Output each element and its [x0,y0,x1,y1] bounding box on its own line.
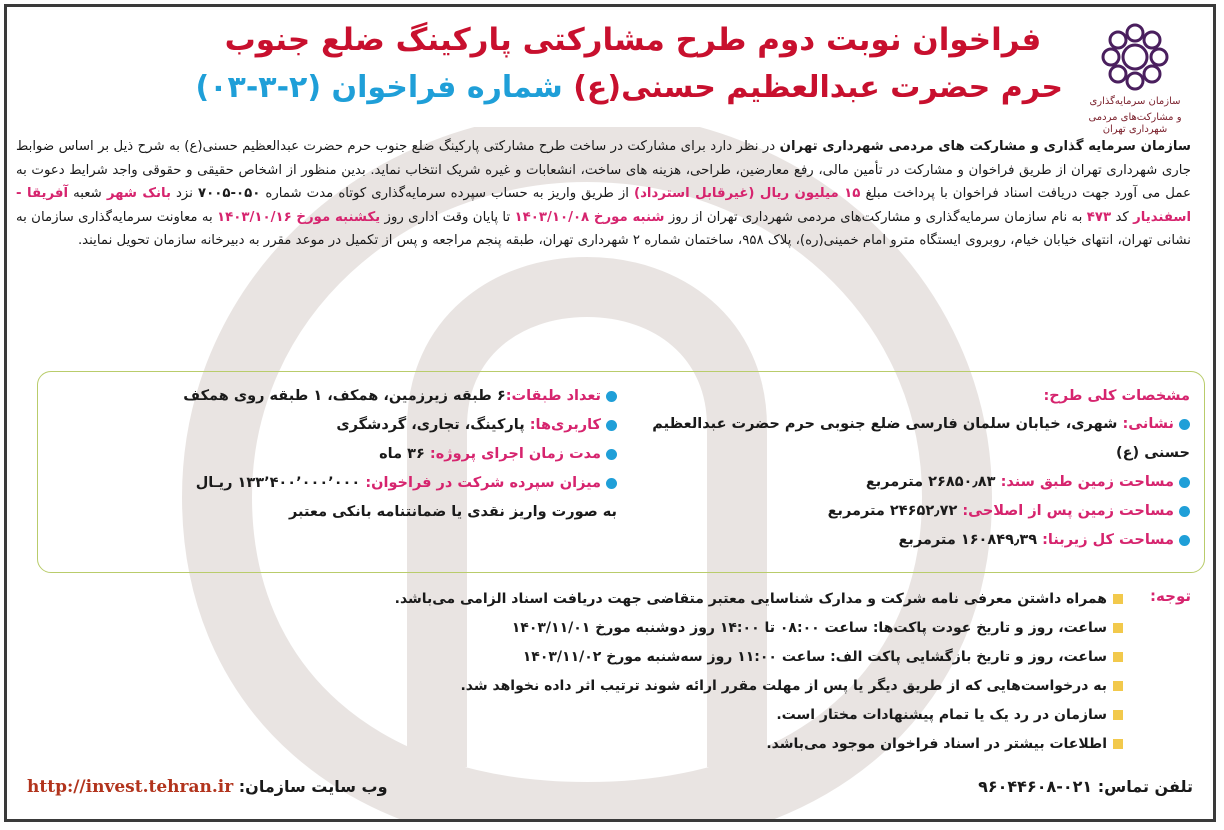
bullet-icon [1179,419,1190,430]
bullet-icon [606,391,617,402]
notes-label: توجه: [1150,587,1191,605]
note-text: سازمان در رد یک یا تمام پیشنهادات مختار است. [776,707,1107,723]
intro-text-3: نزد [176,186,193,201]
project-specs-box [37,371,1205,573]
logo-caption-line1: سازمان سرمایه‌گذاری [1089,96,1181,107]
phone-number: ۰۲۱-۹۶۰۴۴۶۰۸ [978,777,1093,796]
municipality-emblem-icon [1099,21,1171,93]
org-name: سازمان سرمایه گذاری و مشارکت های مردمی شهرداری تهران [779,139,1191,154]
spec-deposit-value: ۱۳۳٬۴۰۰٬۰۰۰٬۰۰۰ ریـال [195,475,361,491]
branch-name: آفریقا - اسفندیار [16,186,1192,225]
spec-land-doc-label: مساحت زمین طبق سند: [1000,474,1174,490]
fee-amount: ۱۵ میلیون ریال (غیرقابل استرداد) [634,186,861,201]
intro-text-4: شعبه [73,186,102,201]
note-item [43,672,1123,701]
spec-address-value: شهری، خیابان سلمان فارسی ضلع جنوبی حرم حضرت عبدالعظیم حسنی (ع) [652,416,1190,461]
bullet-square-icon [1113,710,1123,720]
spec-address-label: نشانی: [1122,416,1174,432]
spec-land-doc [630,468,1190,497]
intro-text-2: از طریق واریز به حساب سپرده سرمایه‌گذاری کوتاه مدت شماره [265,186,629,201]
bullet-icon [606,449,617,460]
spec-uses-value: پارکینگ، تجاری، گردشگری [336,417,525,433]
start-date: شنبه مورخ ۱۴۰۳/۱۰/۰۸ [514,209,665,225]
bullet-square-icon [1113,594,1123,604]
notes-list [43,585,1123,759]
spec-land-after [630,497,1190,526]
note-text: اطلاعات بیشتر در اسناد فراخوان موجود می‌باشد. [766,736,1107,752]
spec-duration [52,440,617,469]
title-line-2 [195,67,1063,109]
bank-name: بانک شهر [106,186,171,201]
end-date: یکشنبه مورخ ۱۴۰۳/۱۰/۱۶ [217,209,381,225]
bullet-square-icon [1113,623,1123,633]
spec-duration-value: ۳۶ ماه [379,446,425,462]
spec-deposit-label: میزان سپرده شرکت در فراخوان: [365,475,601,491]
spec-land-after-value: ۲۴۶۵۲٫۷۲ مترمربع [827,503,958,519]
title-shrine-name: حرم حضرت عبدالعظیم حسنی(ع) [573,70,1063,105]
bullet-icon [1179,506,1190,517]
note-text: ساعت، روز و تاریخ عودت پاکت‌ها: ساعت ۰۸:۰۰ تا ۱۴:۰۰ روز دوشنبه مورخ ۱۴۰۳/۱۱/۰۱ [511,620,1107,636]
bullet-icon [1179,535,1190,546]
intro-text-8: به معاونت سرمایه‌گذاری سازمان به نشانی تهران، انتهای خیابان خیام، روبروی ایستگاه مترو امام خمینی(ره)، پلاک ۹۵۸، ساختمان شماره ۲ شهرداری تهران، طبقه پنجم مراجعه و پس از تکمیل در موعد مقرر به دبیرخانه سازمان تحویل نمایند. [16,209,1191,248]
spec-floors [52,382,617,411]
spec-address [630,410,1190,468]
intro-text-6: به نام سازمان سرمایه‌گذاری و مشارکت‌های مردمی شهرداری تهران از روز [668,209,1083,225]
bullet-square-icon [1113,739,1123,749]
spec-duration-label: مدت زمان اجرای پروژه: [429,446,601,462]
spec-total-area-value: ۱۶۰۸۴۹٫۳۹ مترمربع [898,532,1038,548]
phone-label: تلفن تماس: [1097,777,1193,796]
note-item [43,730,1123,759]
bullet-square-icon [1113,681,1123,691]
bullet-icon [606,478,617,489]
note-item [43,585,1123,614]
note-item [43,614,1123,643]
spec-uses-label: کاربری‌ها: [529,417,601,433]
bullet-icon [606,420,617,431]
branch-code: ۴۷۳ [1086,209,1112,225]
contact-phone [978,777,1193,796]
spec-land-after-label: مساحت زمین پس از اصلاحی: [962,503,1174,519]
specs-left-column [52,382,617,527]
note-item [43,701,1123,730]
intro-text-7: تا پایان وقت اداری روز [384,209,511,225]
website-label: وب سایت سازمان: [238,777,388,796]
spec-total-area [630,526,1190,555]
spec-total-area-label: مساحت کل زیربنا: [1042,532,1174,548]
logo-caption-line2: و مشارکت‌های مردمی شهرداری تهران [1088,111,1182,135]
footer [27,777,1193,811]
bullet-icon [1179,477,1190,488]
website-link[interactable]: http://invest.tehran.ir [27,777,234,797]
spec-floors-label: تعداد طبقات: [505,388,601,404]
title-call-number: شماره فراخوان (۲-۳-۰۳) [195,70,563,105]
note-text: به درخواست‌هایی که از طریق دیگر یا پس از مهلت مقرر ارائه شوند ترتیب اثر داده نخواهد شد. [460,678,1107,694]
intro-paragraph [16,135,1191,253]
specs-right-column [630,382,1190,555]
spec-deposit-note: به صورت واریز نقدی یا ضمانتنامه بانکی معتبر [289,504,617,520]
account-number: ۰۵۰-۷۰۰۵ [198,186,261,201]
spec-floors-value: ۶ طبقه زیرزمین، همکف، ۱ طبقه روی همکف [183,388,506,404]
intro-text-5: کد [1115,209,1129,225]
title-line-1: فراخوان نوبت دوم طرح مشارکتی پارکینگ ضلع جنوب [224,22,1042,58]
note-text: ساعت، روز و تاریخ بازگشایی پاکت الف: ساعت ۱۱:۰۰ روز سه‌شنبه مورخ ۱۴۰۳/۱۱/۰۲ [522,649,1107,665]
intro-text-1: در نظر دارد برای مشارکت در ساخت طرح مشارکتی پارکینگ ضلع جنوب حرم حضرت عبدالعظیم حسنی(ع) به شرح ذیل بر اساس ضوابط جاری شهرداری تهران از طریق فراخوان و مشارکت در تأمین مالی، رفع معارضین، طراحی، هزینه های ساخت، انشعابات و غیره شریک انتخاب نماید. بدین منظور از اشخاص حقیقی و حقوقی واجد شرایط دعوت به عمل می آورد جهت دریافت اسناد فراخوان با پرداخت مبلغ [16,139,1191,201]
note-text: همراه داشتن معرفی نامه شرکت و مدارک شناسایی معتبر متقاضی جهت دریافت اسناد الزامی می‌باشد. [394,591,1107,607]
note-item [43,643,1123,672]
spec-land-doc-value: ۲۶۸۵۰٫۸۳ مترمربع [865,474,996,490]
bullet-square-icon [1113,652,1123,662]
organization-logo [1075,21,1195,137]
specs-heading: مشخصات کلی طرح: [1043,388,1190,404]
announcement-frame [4,4,1216,822]
spec-deposit [52,469,617,498]
spec-uses [52,411,617,440]
website [27,777,388,797]
